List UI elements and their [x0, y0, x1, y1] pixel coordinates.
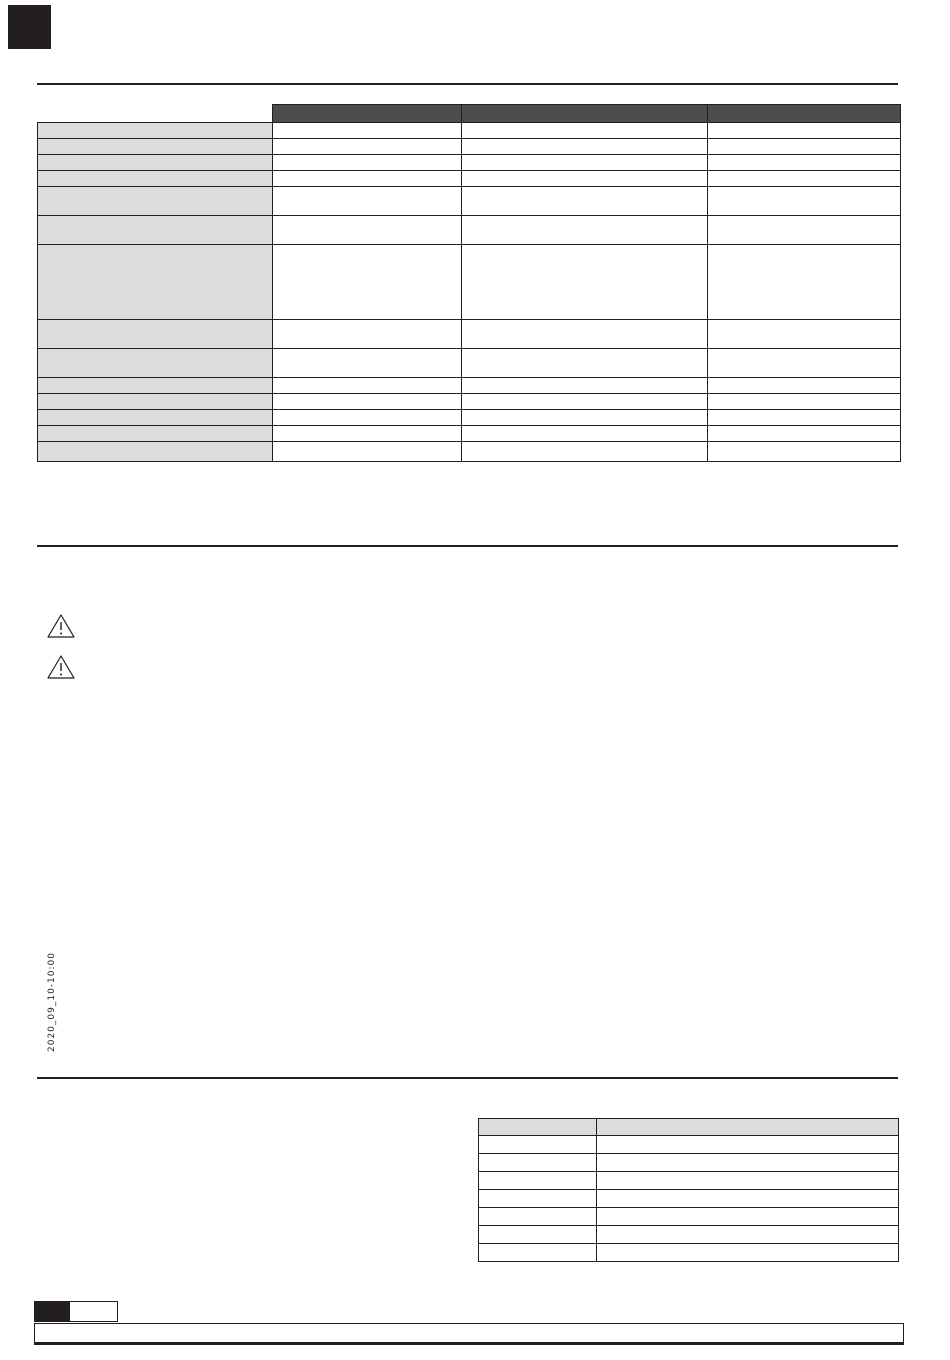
table-cell [462, 349, 708, 378]
table-cell [462, 187, 708, 216]
row-label [38, 378, 273, 394]
table-row [38, 245, 901, 320]
row-label [38, 245, 273, 320]
row-label [38, 320, 273, 349]
table-row [38, 187, 901, 216]
row-label [38, 155, 273, 171]
table-row [38, 216, 901, 245]
spec-table-header [462, 105, 708, 123]
table-cell [708, 320, 901, 349]
table-cell [462, 139, 708, 155]
row-label [38, 123, 273, 139]
spec-table [37, 104, 901, 462]
table-row [479, 1136, 899, 1154]
table-row [38, 442, 901, 462]
table-cell [708, 394, 901, 410]
table-row [38, 139, 901, 155]
table-cell [462, 171, 708, 187]
table-cell [462, 378, 708, 394]
corner-tab [8, 5, 51, 49]
table-cell [479, 1226, 597, 1244]
row-label [38, 442, 273, 462]
spec-table-header [708, 105, 901, 123]
table-cell [462, 410, 708, 426]
table-cell [708, 155, 901, 171]
table-cell [273, 139, 462, 155]
table-cell [708, 216, 901, 245]
table-cell [708, 123, 901, 139]
table-cell [597, 1208, 899, 1226]
spec-table-header [273, 105, 462, 123]
table-row [479, 1190, 899, 1208]
table-cell [462, 245, 708, 320]
table-cell [597, 1154, 899, 1172]
table-row [479, 1226, 899, 1244]
table-cell [479, 1154, 597, 1172]
table-cell [479, 1208, 597, 1226]
table-cell [708, 187, 901, 216]
table-cell [708, 378, 901, 394]
footer-bar [34, 1323, 904, 1345]
table-row [38, 410, 901, 426]
table-cell [597, 1244, 899, 1262]
table-row [38, 349, 901, 378]
table-cell [597, 1136, 899, 1154]
table-row [38, 155, 901, 171]
table-cell [479, 1244, 597, 1262]
table-cell [273, 171, 462, 187]
row-label [38, 426, 273, 442]
print-datestamp: 2020_09_10-10:00 [47, 952, 57, 1052]
table-cell [708, 139, 901, 155]
page-number-fill [35, 1302, 70, 1321]
table-cell [462, 394, 708, 410]
table-row [38, 123, 901, 139]
table-cell [597, 1172, 899, 1190]
table-cell [462, 155, 708, 171]
table-cell [462, 442, 708, 462]
table-cell [273, 426, 462, 442]
table-row [479, 1244, 899, 1262]
table-cell [273, 394, 462, 410]
section-rule-top [37, 83, 898, 85]
table-cell [708, 410, 901, 426]
row-label [38, 349, 273, 378]
table-cell [597, 1226, 899, 1244]
table-cell [273, 187, 462, 216]
table-cell [273, 410, 462, 426]
table-cell [273, 320, 462, 349]
row-label [38, 216, 273, 245]
table-cell [708, 245, 901, 320]
table-cell [273, 349, 462, 378]
table-cell [273, 155, 462, 171]
reference-table [478, 1118, 899, 1262]
table-cell [462, 320, 708, 349]
section-rule-bottom [37, 1077, 898, 1079]
table-cell [273, 442, 462, 462]
reference-table-header [597, 1119, 899, 1136]
table-row [479, 1208, 899, 1226]
table-row [38, 394, 901, 410]
reference-table-header [479, 1119, 597, 1136]
table-row [38, 320, 901, 349]
table-cell [462, 216, 708, 245]
row-label [38, 187, 273, 216]
warning-triangle-icon [46, 613, 76, 639]
table-cell [462, 123, 708, 139]
table-cell [273, 245, 462, 320]
section-rule-middle [37, 545, 898, 547]
spec-table-header-row [38, 105, 901, 123]
table-cell [597, 1190, 899, 1208]
table-row [38, 426, 901, 442]
table-cell [462, 426, 708, 442]
table-cell [479, 1172, 597, 1190]
row-label [38, 394, 273, 410]
row-label [38, 171, 273, 187]
table-cell [479, 1190, 597, 1208]
spec-table-corner [38, 105, 273, 123]
page-number-box [34, 1301, 118, 1322]
table-row [38, 378, 901, 394]
table-cell [273, 123, 462, 139]
table-cell [273, 378, 462, 394]
row-label [38, 139, 273, 155]
row-label [38, 410, 273, 426]
table-row [479, 1154, 899, 1172]
table-cell [273, 216, 462, 245]
table-cell [708, 171, 901, 187]
reference-table-header-row [479, 1119, 899, 1136]
table-row [479, 1172, 899, 1190]
table-row [38, 171, 901, 187]
table-cell [708, 349, 901, 378]
table-cell [708, 442, 901, 462]
table-cell [708, 426, 901, 442]
table-cell [479, 1136, 597, 1154]
warning-triangle-icon [46, 654, 76, 680]
